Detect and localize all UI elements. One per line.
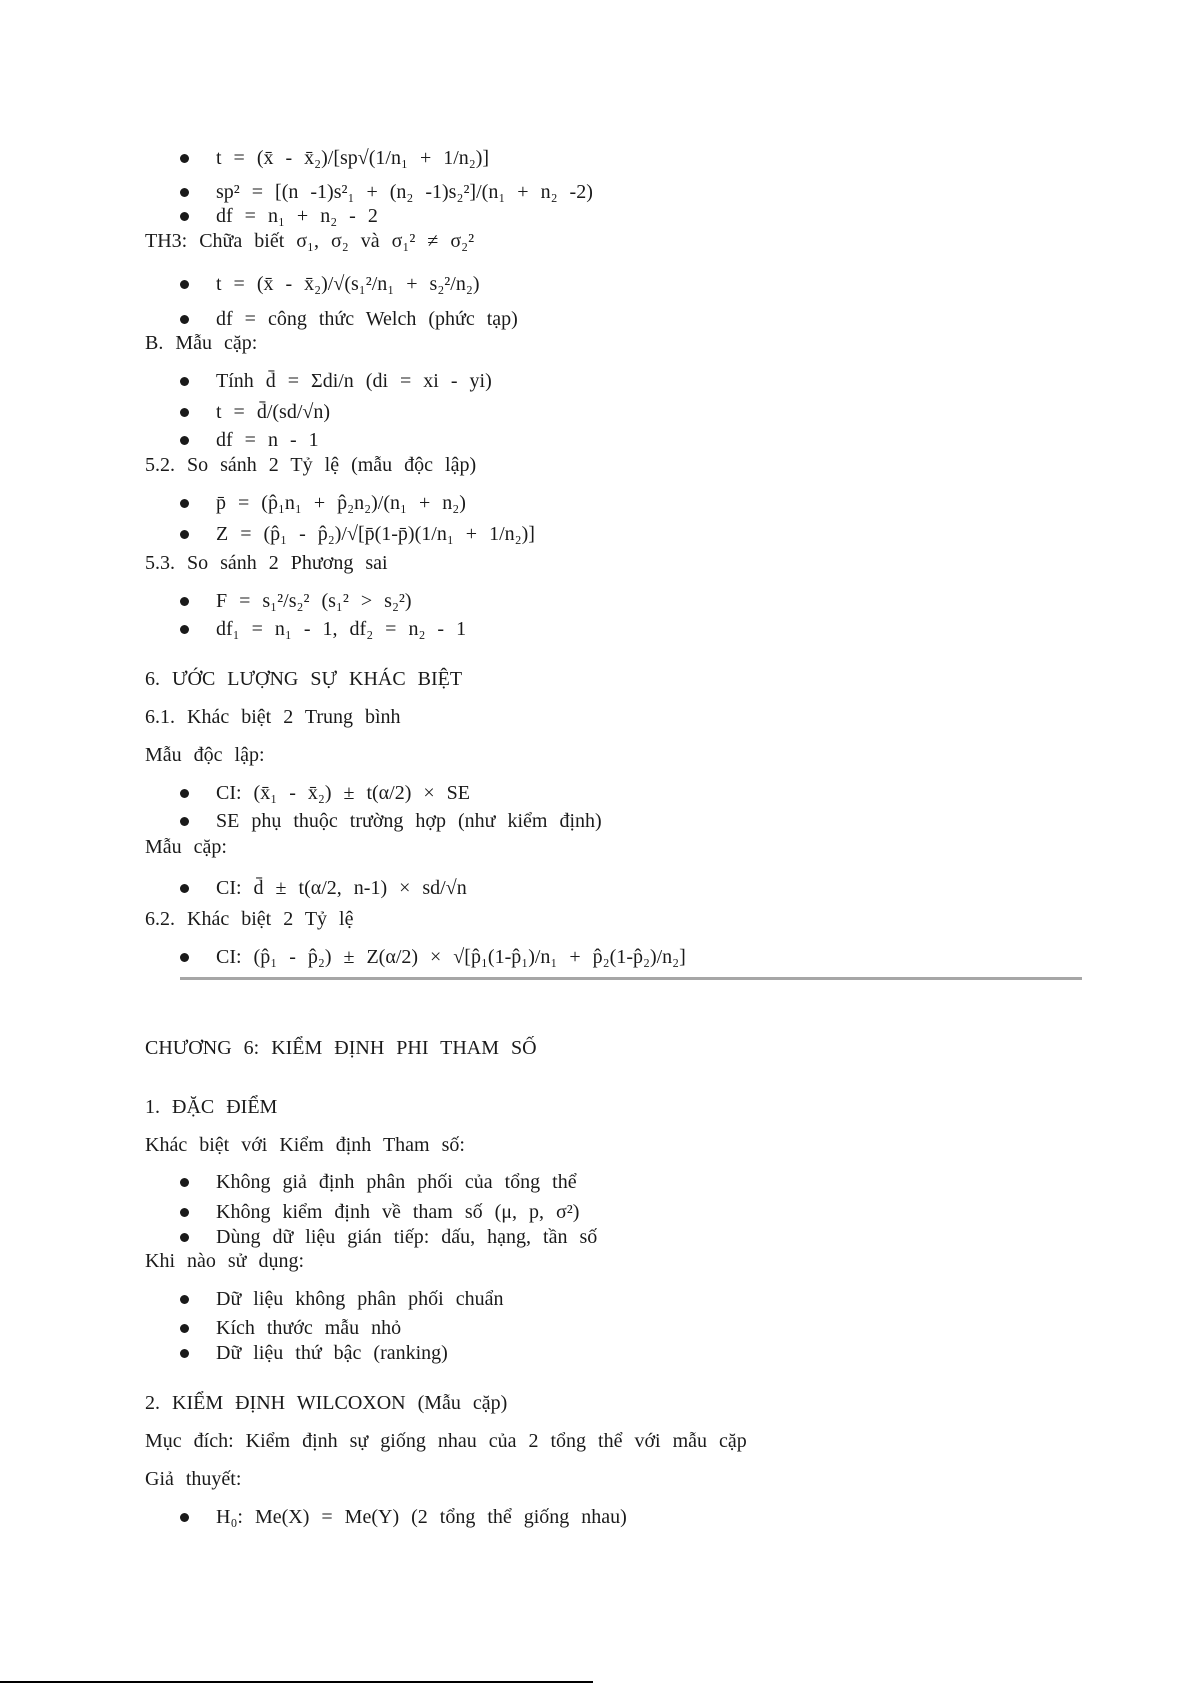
chapter-title: CHƯƠNG 6: KIỂM ĐỊNH PHI THAM SỐ (145, 1037, 537, 1059)
list-item: Dữ liệu thứ bậc (ranking) (216, 1342, 448, 1364)
formula-line: sp² = [(n -1)s²₁ + (n₂ -1)s₂²]/(n₁ + n₂ -2) (216, 181, 593, 203)
formula-line: t = (x̄ - x̄₂)/[sp√(1/n₁ + 1/n₂)] (216, 147, 490, 169)
paragraph-label: Giả thuyết: (145, 1468, 242, 1490)
bullet-marker (180, 1178, 189, 1187)
bullet-marker (180, 789, 189, 798)
bullet-marker (180, 1208, 189, 1217)
paragraph-text: Mục đích: Kiểm định sự giống nhau của 2 tổng thể với mẫu cặp (145, 1430, 747, 1452)
paragraph-label: Khác biệt với Kiểm định Tham số: (145, 1134, 465, 1156)
list-item: Kích thước mẫu nhỏ (216, 1317, 402, 1339)
formula-line: Z = (p̂₁ - p̂₂)/√[p̄(1-p̄)(1/n₁ + 1/n₂)] (216, 523, 535, 545)
bullet-marker (180, 1349, 189, 1358)
formula-line: Tính d̄ = Σdi/n (di = xi - yi) (216, 370, 492, 392)
subsection-heading: B. Mẫu cặp: (145, 332, 258, 354)
section-heading: 6. ƯỚC LƯỢNG SỰ KHÁC BIỆT (145, 668, 463, 690)
formula-line: H₀: Me(X) = Me(Y) (2 tổng thể giống nhau) (216, 1506, 627, 1528)
subsection-heading: 6.1. Khác biệt 2 Trung bình (145, 706, 401, 728)
bullet-marker (180, 315, 189, 324)
bullet-marker (180, 884, 189, 893)
paragraph-label: Khi nào sử dụng: (145, 1250, 305, 1272)
formula-line: p̄ = (p̂₁n₁ + p̂₂n₂)/(n₁ + n₂) (216, 492, 466, 514)
bullet-marker (180, 436, 189, 445)
bullet-marker (180, 377, 189, 386)
subsection-heading: 6.2. Khác biệt 2 Tỷ lệ (145, 908, 354, 930)
formula-line: SE phụ thuộc trường hợp (như kiểm định) (216, 810, 602, 832)
list-item: Không giả định phân phối của tổng thể (216, 1171, 577, 1193)
bullet-marker (180, 953, 189, 962)
list-item: Dùng dữ liệu gián tiếp: dấu, hạng, tần số (216, 1226, 598, 1248)
formula-line: CI: d̄ ± t(α/2, n-1) × sd/√n (216, 877, 467, 899)
case-heading: TH3: Chữa biết σ₁, σ₂ và σ₁² ≠ σ₂² (145, 230, 475, 252)
bullet-marker (180, 625, 189, 634)
section-heading: 1. ĐẶC ĐIỂM (145, 1096, 278, 1118)
bullet-marker (180, 408, 189, 417)
paragraph-label: Mẫu độc lập: (145, 744, 265, 766)
bullet-marker (180, 530, 189, 539)
section-heading: 2. KIỂM ĐỊNH WILCOXON (Mẫu cặp) (145, 1392, 508, 1414)
formula-line: df = n - 1 (216, 429, 319, 451)
bullet-marker (180, 1233, 189, 1242)
formula-line: df₁ = n₁ - 1, df₂ = n₂ - 1 (216, 618, 467, 640)
section-heading: 5.3. So sánh 2 Phương sai (145, 552, 388, 574)
formula-line: CI: (p̂₁ - p̂₂) ± Z(α/2) × √[p̂₁(1-p̂₁)/n₁ + p̂₂(1-p̂₂)/n₂] (216, 946, 686, 968)
page-bottom-line (0, 1681, 593, 1683)
bullet-marker (180, 280, 189, 289)
bullet-marker (180, 212, 189, 221)
bullet-marker (180, 817, 189, 826)
list-item: Dữ liệu không phân phối chuẩn (216, 1288, 504, 1310)
section-heading: 5.2. So sánh 2 Tỷ lệ (mẫu độc lập) (145, 454, 477, 476)
paragraph-label: Mẫu cặp: (145, 836, 227, 858)
bullet-marker (180, 1295, 189, 1304)
formula-line: df = công thức Welch (phức tạp) (216, 308, 518, 330)
bullet-marker (180, 1513, 189, 1522)
list-item: Không kiểm định về tham số (μ, p, σ²) (216, 1201, 580, 1223)
bullet-marker (180, 1324, 189, 1333)
formula-line: df = n₁ + n₂ - 2 (216, 205, 378, 227)
bullet-marker (180, 154, 189, 163)
formula-line: t = d̄/(sd/√n) (216, 401, 331, 423)
formula-line: t = (x̄ - x̄₂)/√(s₁²/n₁ + s₂²/n₂) (216, 273, 480, 295)
bullet-marker (180, 499, 189, 508)
section-divider (180, 977, 1082, 980)
formula-line: CI: (x̄₁ - x̄₂) ± t(α/2) × SE (216, 782, 470, 804)
formula-line: F = s₁²/s₂² (s₁² > s₂²) (216, 590, 412, 612)
bullet-marker (180, 188, 189, 197)
bullet-marker (180, 597, 189, 606)
